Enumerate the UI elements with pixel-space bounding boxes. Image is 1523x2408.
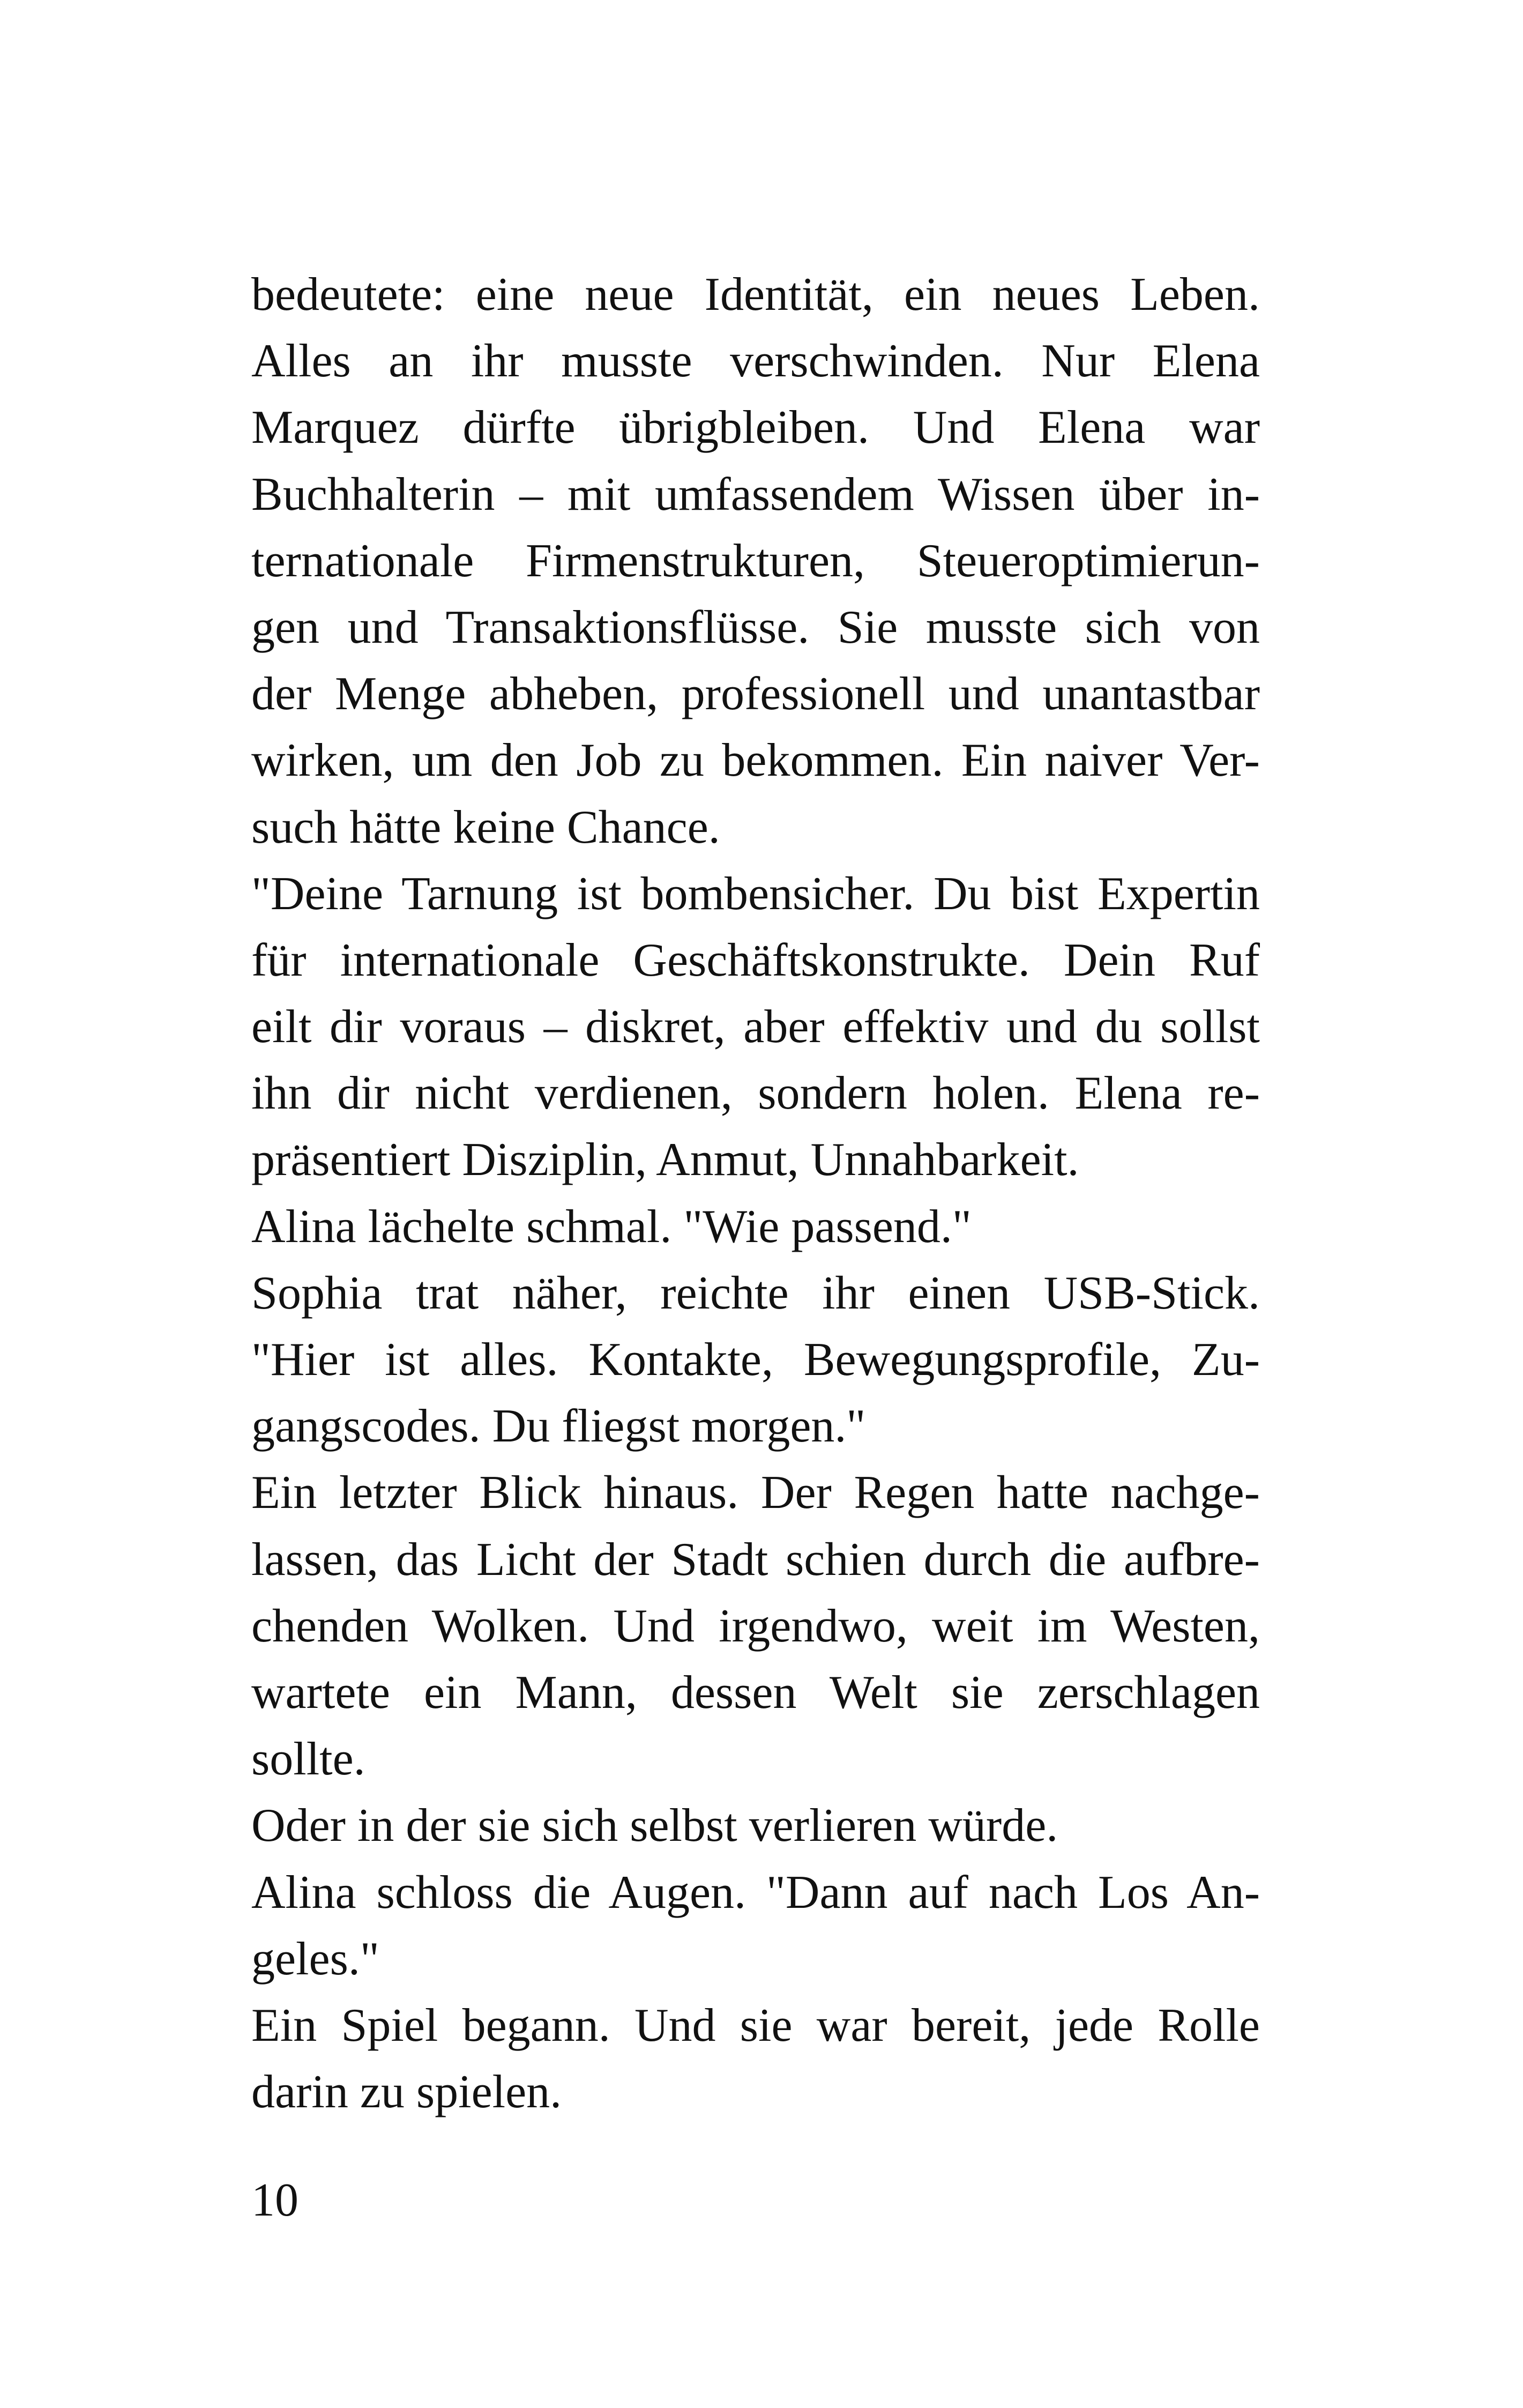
text-line: Sophia trat näher, reichte ihr einen USB-Stick.	[251, 1267, 1260, 1319]
text-line: "Hier ist alles. Kontakte, Bewegungsprofile, Zu-	[251, 1334, 1260, 1386]
text-line: Alina lächelte schmal. "Wie passend."	[251, 1200, 972, 1253]
text-line: eilt dir voraus – diskret, aber effektiv und du sollst	[251, 1001, 1260, 1053]
text-line: sollte.	[251, 1733, 365, 1786]
text-line: chenden Wolken. Und irgendwo, weit im Westen,	[251, 1600, 1260, 1652]
text-line: präsentiert Disziplin, Anmut, Unnahbarkeit.	[251, 1134, 1079, 1186]
text-line: gangscodes. Du fliegst morgen."	[251, 1400, 866, 1453]
text-line: für internationale Geschäftskonstrukte. Dein Ruf	[251, 934, 1260, 986]
text-line: wirken, um den Job zu bekommen. Ein naiver Ver-	[251, 734, 1260, 787]
text-line: Alina schloss die Augen. "Dann auf nach Los An-	[251, 1866, 1260, 1919]
text-line: Alles an ihr musste verschwinden. Nur Elena	[251, 335, 1260, 388]
text-line: Oder in der sie sich selbst verlieren würde.	[251, 1800, 1058, 1852]
text-line: ihn dir nicht verdienen, sondern holen. Elena re-	[251, 1067, 1260, 1120]
text-line: ternationale Firmenstrukturen, Steueroptimierun-	[251, 534, 1260, 587]
text-line: Ein letzter Blick hinaus. Der Regen hatte nachge-	[251, 1467, 1260, 1519]
text-line: geles."	[251, 1933, 379, 1985]
text-line: bedeutete: eine neue Identität, ein neues Leben.	[251, 269, 1260, 321]
page-number: 10	[251, 2174, 298, 2226]
text-line: Buchhalterin – mit umfassendem Wissen über in-	[251, 468, 1260, 521]
text-line: lassen, das Licht der Stadt schien durch die aufbre-	[251, 1533, 1260, 1586]
text-line: Marquez dürfte übrigbleiben. Und Elena war	[251, 402, 1260, 454]
text-line: darin zu spielen.	[251, 2066, 562, 2119]
text-line: "Deine Tarnung ist bombensicher. Du bist Expertin	[251, 867, 1260, 920]
text-line: wartete ein Mann, dessen Welt sie zerschlagen	[251, 1666, 1260, 1719]
text-line: gen und Transaktionsflüsse. Sie musste sich von	[251, 601, 1260, 653]
text-line: Ein Spiel begann. Und sie war bereit, jede Rolle	[251, 1999, 1260, 2052]
text-line: such hätte keine Chance.	[251, 801, 720, 853]
text-line: der Menge abheben, professionell und unantastbar	[251, 668, 1260, 720]
body-text	[251, 262, 1260, 2125]
